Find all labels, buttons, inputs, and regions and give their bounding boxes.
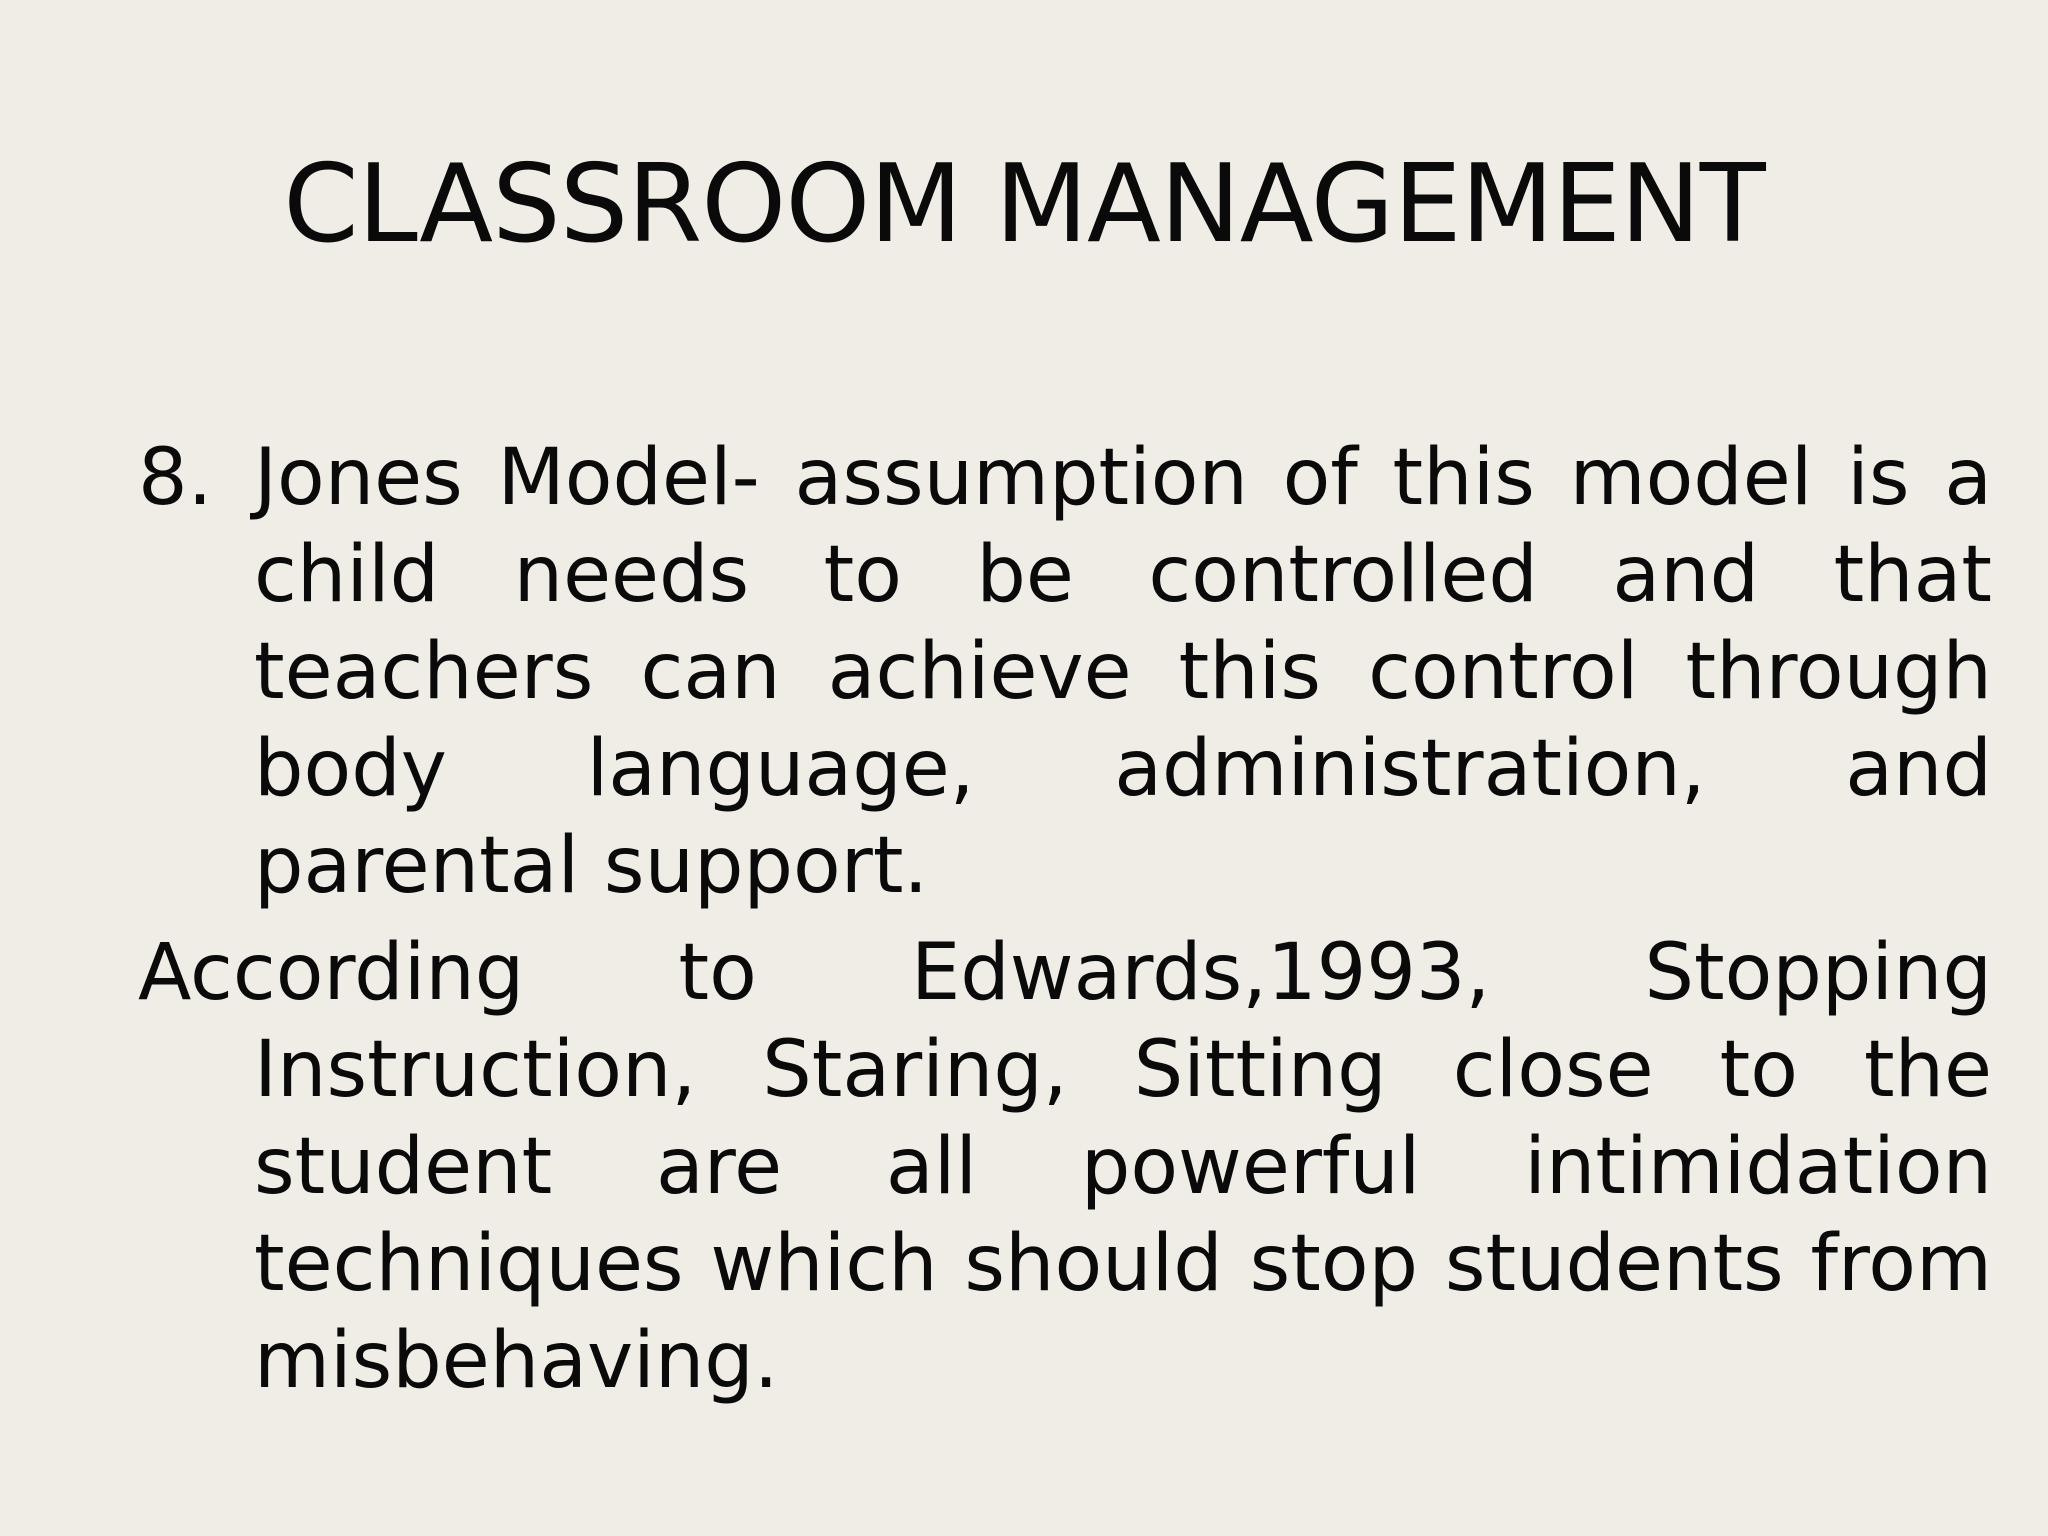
item-number: 8. — [138, 433, 213, 523]
slide-content — [138, 430, 1992, 1410]
numbered-item — [138, 430, 1992, 915]
item-text: Jones Model- assumption of this model is a child needs to be controlled and that teachers can achieve this control through body language, administration, and parental support. — [254, 433, 1992, 911]
note-paragraph: According to Edwards,1993, Stopping Instruction, Staring, Sitting close to the student are all powerful intimidation techniques which should stop students from misbehaving. — [138, 928, 1992, 1406]
slide-title: CLASSROOM MANAGEMENT — [283, 142, 1765, 267]
